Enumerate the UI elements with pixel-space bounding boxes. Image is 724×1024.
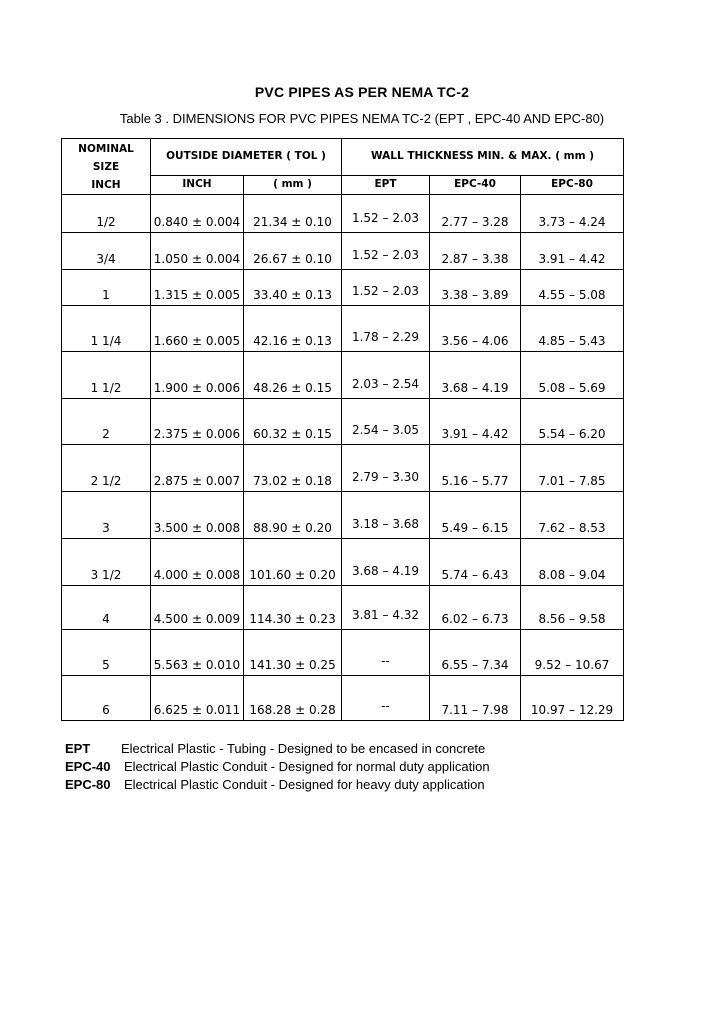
epc40-cell: 7.11 – 7.98 <box>430 676 521 721</box>
od-inch-cell: 2.375 ± 0.006 <box>151 399 244 445</box>
od-inch-cell: 1.660 ± 0.005 <box>151 306 244 352</box>
od-inch-cell: 3.500 ± 0.008 <box>151 492 244 539</box>
legend-item <box>65 758 490 776</box>
nominal-size-cell: 1 1/4 <box>62 306 151 352</box>
header-inch: INCH <box>151 175 244 194</box>
epc80-cell: 5.08 – 5.69 <box>521 352 624 399</box>
header-outside-diameter: OUTSIDE DIAMETER ( TOL ) <box>151 139 342 176</box>
ept-cell: 2.79 – 3.30 <box>342 445 430 492</box>
table-row <box>62 676 624 721</box>
epc80-cell: 7.62 – 8.53 <box>521 492 624 539</box>
epc40-cell: 3.56 – 4.06 <box>430 306 521 352</box>
epc40-cell: 5.16 – 5.77 <box>430 445 521 492</box>
od-mm-cell: 114.30 ± 0.23 <box>244 586 342 630</box>
od-mm-cell: 101.60 ± 0.20 <box>244 539 342 586</box>
epc80-cell: 3.91 – 4.42 <box>521 233 624 270</box>
legend-abbr: EPC-40 <box>65 759 111 774</box>
epc40-cell: 6.55 – 7.34 <box>430 630 521 676</box>
legend-text: Electrical Plastic Conduit - Designed for heavy duty application <box>124 777 485 792</box>
epc40-cell: 6.02 – 6.73 <box>430 586 521 630</box>
ept-cell: 1.52 – 2.03 <box>342 195 430 233</box>
od-mm-cell: 26.67 ± 0.10 <box>244 233 342 270</box>
od-inch-cell: 2.875 ± 0.007 <box>151 445 244 492</box>
epc40-cell: 3.68 – 4.19 <box>430 352 521 399</box>
ept-cell: 2.54 – 3.05 <box>342 399 430 445</box>
od-mm-cell: 42.16 ± 0.13 <box>244 306 342 352</box>
legend-item <box>65 740 490 758</box>
od-inch-cell: 4.500 ± 0.009 <box>151 586 244 630</box>
od-inch-cell: 6.625 ± 0.011 <box>151 676 244 721</box>
ept-cell: 1.52 – 2.03 <box>342 270 430 306</box>
epc80-cell: 3.73 – 4.24 <box>521 195 624 233</box>
od-mm-cell: 60.32 ± 0.15 <box>244 399 342 445</box>
table-row <box>62 539 624 586</box>
epc80-cell: 9.52 – 10.67 <box>521 630 624 676</box>
od-inch-cell: 0.840 ± 0.004 <box>151 195 244 233</box>
nominal-size-cell: 2 <box>62 399 151 445</box>
od-inch-cell: 1.315 ± 0.005 <box>151 270 244 306</box>
epc80-cell: 8.08 – 9.04 <box>521 539 624 586</box>
od-mm-cell: 141.30 ± 0.25 <box>244 630 342 676</box>
epc40-cell: 5.49 – 6.15 <box>430 492 521 539</box>
table-row <box>62 630 624 676</box>
epc40-cell: 2.77 – 3.28 <box>430 195 521 233</box>
legend <box>65 740 490 794</box>
header-ept: EPT <box>342 175 430 194</box>
ept-cell: 1.52 – 2.03 <box>342 233 430 270</box>
nominal-size-cell: 4 <box>62 586 151 630</box>
ept-cell: 3.68 – 4.19 <box>342 539 430 586</box>
nominal-size-cell: 5 <box>62 630 151 676</box>
nominal-size-cell: 3 1/2 <box>62 539 151 586</box>
od-mm-cell: 168.28 ± 0.28 <box>244 676 342 721</box>
legend-abbr: EPC-80 <box>65 777 111 792</box>
epc80-cell: 4.85 – 5.43 <box>521 306 624 352</box>
table-row <box>62 233 624 270</box>
epc40-cell: 5.74 – 6.43 <box>430 539 521 586</box>
ept-cell: 2.03 – 2.54 <box>342 352 430 399</box>
legend-text: Electrical Plastic - Tubing - Designed to be encased in concrete <box>121 741 486 756</box>
table-row <box>62 352 624 399</box>
dimensions-table <box>61 138 624 721</box>
ept-cell: 3.18 – 3.68 <box>342 492 430 539</box>
nominal-size-cell: 3 <box>62 492 151 539</box>
epc40-cell: 3.91 – 4.42 <box>430 399 521 445</box>
legend-item <box>65 776 490 794</box>
table-row <box>62 195 624 233</box>
epc80-cell: 5.54 – 6.20 <box>521 399 624 445</box>
epc40-cell: 2.87 – 3.38 <box>430 233 521 270</box>
od-inch-cell: 4.000 ± 0.008 <box>151 539 244 586</box>
nominal-size-cell: 1 1/2 <box>62 352 151 399</box>
table-row <box>62 445 624 492</box>
table-row <box>62 492 624 539</box>
od-mm-cell: 88.90 ± 0.20 <box>244 492 342 539</box>
header-epc80: EPC-80 <box>521 175 624 194</box>
od-mm-cell: 21.34 ± 0.10 <box>244 195 342 233</box>
nominal-size-cell: 1 <box>62 270 151 306</box>
od-inch-cell: 5.563 ± 0.010 <box>151 630 244 676</box>
legend-abbr: EPT <box>65 741 91 756</box>
ept-cell: 3.81 – 4.32 <box>342 586 430 630</box>
epc80-cell: 8.56 – 9.58 <box>521 586 624 630</box>
od-inch-cell: 1.050 ± 0.004 <box>151 233 244 270</box>
ept-cell: 1.78 – 2.29 <box>342 306 430 352</box>
table-row <box>62 270 624 306</box>
od-mm-cell: 33.40 ± 0.13 <box>244 270 342 306</box>
table-row <box>62 306 624 352</box>
epc40-cell: 3.38 – 3.89 <box>430 270 521 306</box>
header-epc40: EPC-40 <box>430 175 521 194</box>
od-inch-cell: 1.900 ± 0.006 <box>151 352 244 399</box>
nominal-size-cell: 6 <box>62 676 151 721</box>
header-wall-thickness: WALL THICKNESS MIN. & MAX. ( mm ) <box>342 139 624 176</box>
od-mm-cell: 73.02 ± 0.18 <box>244 445 342 492</box>
nominal-size-cell: 3/4 <box>62 233 151 270</box>
header-mm: ( mm ) <box>244 175 342 194</box>
epc80-cell: 7.01 – 7.85 <box>521 445 624 492</box>
table-caption: Table 3 . DIMENSIONS FOR PVC PIPES NEMA TC-2 (EPT , EPC-40 AND EPC-80) <box>119 111 605 126</box>
ept-cell: -- <box>342 630 430 676</box>
legend-text: Electrical Plastic Conduit - Designed for normal duty application <box>124 759 490 774</box>
nominal-size-cell: 1/2 <box>62 195 151 233</box>
page-title: PVC PIPES AS PER NEMA TC-2 <box>254 84 470 100</box>
table-row <box>62 586 624 630</box>
nominal-size-cell: 2 1/2 <box>62 445 151 492</box>
ept-cell: -- <box>342 676 430 721</box>
epc80-cell: 10.97 – 12.29 <box>521 676 624 721</box>
table-row <box>62 399 624 445</box>
header-nominal-size: NOMINAL SIZE INCH <box>62 139 151 195</box>
epc80-cell: 4.55 – 5.08 <box>521 270 624 306</box>
od-mm-cell: 48.26 ± 0.15 <box>244 352 342 399</box>
